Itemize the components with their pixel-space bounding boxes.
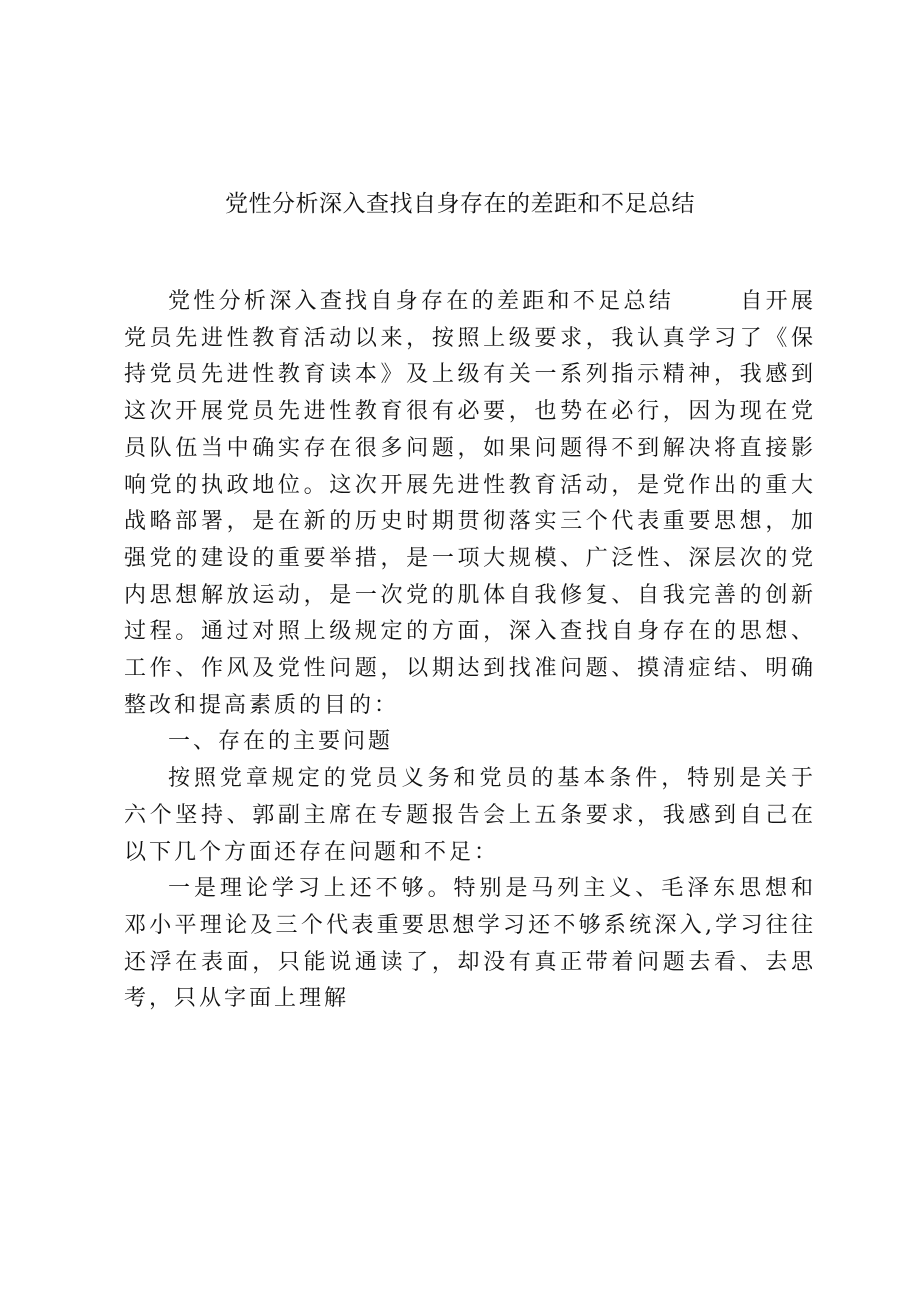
paragraph-theory-study: 一是理论学习上还不够。特别是马列主义、毛泽东思想和邓小平理论及三个代表重要思想学习还不够系统深入,学习往往还浮在表面，只能说通读了，却没有真正带着问题去看、去思考，只从字面上理解: [124, 876, 816, 1012]
paragraph-intro-text: 自开展党员先进性教育活动以来，按照上级要求，我认真学习了《保持党员先进性教育读本》及上级有关一系列指示精神，我感到这次开展党员先进性教育很有必要，也势在必行，因为现在党员队伍当中确实存在很多问题，如果问题得不到解决将直接影响党的执政地位。这次开展先进性教育活动，是党作出的重大战略部署，是在新的历史时期贯彻落实三个代表重要思想，加强党的建设的重要举措，是一项大规模、广泛性、深层次的党内思想解放运动，是一次党的肌体自我修复、自我完善的创新过程。通过对照上级规定的方面，深入查找自身存在的思想、工作、作风及党性问题，以期达到找准问题、摸清症结、明确整改和提高素质的目的：: [124, 289, 816, 718]
paragraph-intro-lead: 党性分析深入查找自身存在的差距和不足总结: [168, 289, 675, 314]
paragraph-requirements: 按照党章规定的党员义务和党员的基本条件，特别是关于六个坚持、郭副主席在专题报告会上五条要求，我感到自己在以下几个方面还存在问题和不足：: [124, 766, 816, 865]
document-title: 党性分析深入查找自身存在的差距和不足总结: [225, 191, 695, 217]
paragraph-intro: [124, 284, 816, 724]
section-heading-main-problems: 一、存在的主要问题: [168, 729, 394, 755]
document-body: [124, 284, 816, 1018]
